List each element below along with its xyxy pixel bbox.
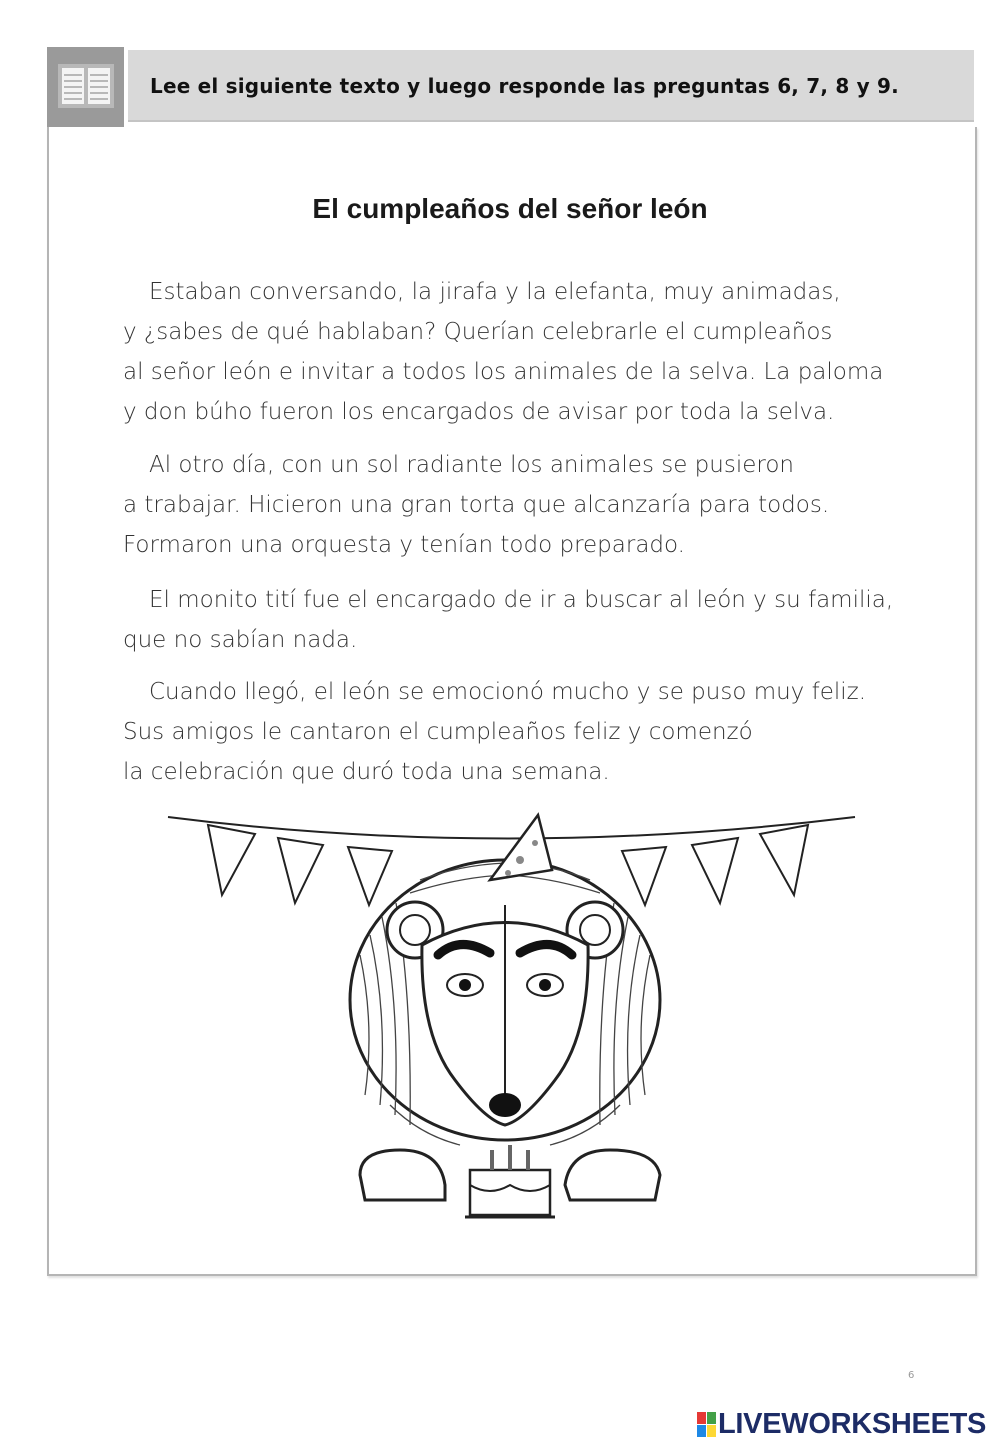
paragraph-line: y don búho fueron los encargados de avisar por toda la selva. xyxy=(123,399,835,425)
paragraph-line: la celebración que duró toda una semana. xyxy=(123,759,610,785)
open-book-icon xyxy=(56,61,116,111)
paragraph-line: al señor león e invitar a todos los animales de la selva. La paloma xyxy=(123,359,884,385)
book-icon-box xyxy=(47,47,124,127)
logo-blocks-icon xyxy=(697,1412,716,1437)
story-title: El cumpleaños del señor león xyxy=(312,193,708,224)
paragraph-line: Estaban conversando, la jirafa y la elefanta, muy animadas, xyxy=(149,279,841,305)
lion-birthday-illustration xyxy=(160,805,860,1235)
paragraph-line: que no sabían nada. xyxy=(123,627,358,653)
instruction-text: Lee el siguiente texto y luego responde las preguntas 6, 7, 8 y 9. xyxy=(150,74,899,98)
paragraph-line: Sus amigos le cantaron el cumpleaños feliz y comenzó xyxy=(123,719,753,745)
instruction-bar xyxy=(128,50,974,122)
paragraph-line: Formaron una orquesta y tenían todo preparado. xyxy=(123,532,685,558)
paragraph-line: a trabajar. Hicieron una gran torta que alcanzaría para todos. xyxy=(123,492,830,518)
story-paragraph xyxy=(123,272,913,432)
story-paragraph xyxy=(123,445,913,565)
story-paragraph xyxy=(123,672,913,792)
liveworksheets-logo xyxy=(697,1407,987,1440)
story-paragraph xyxy=(123,580,913,660)
paragraph-line: y ¿sabes de qué hablaban? Querían celebrarle el cumpleaños xyxy=(123,319,833,345)
paragraph-line: Al otro día, con un sol radiante los animales se pusieron xyxy=(149,452,794,478)
brand-name: LIVEWORKSHEETS xyxy=(718,1407,987,1440)
paragraph-line: Cuando llegó, el león se emocionó mucho y se puso muy feliz. xyxy=(149,679,867,705)
page-number: 6 xyxy=(908,1370,915,1381)
paragraph-line: El monito tití fue el encargado de ir a buscar al león y su familia, xyxy=(149,587,894,613)
